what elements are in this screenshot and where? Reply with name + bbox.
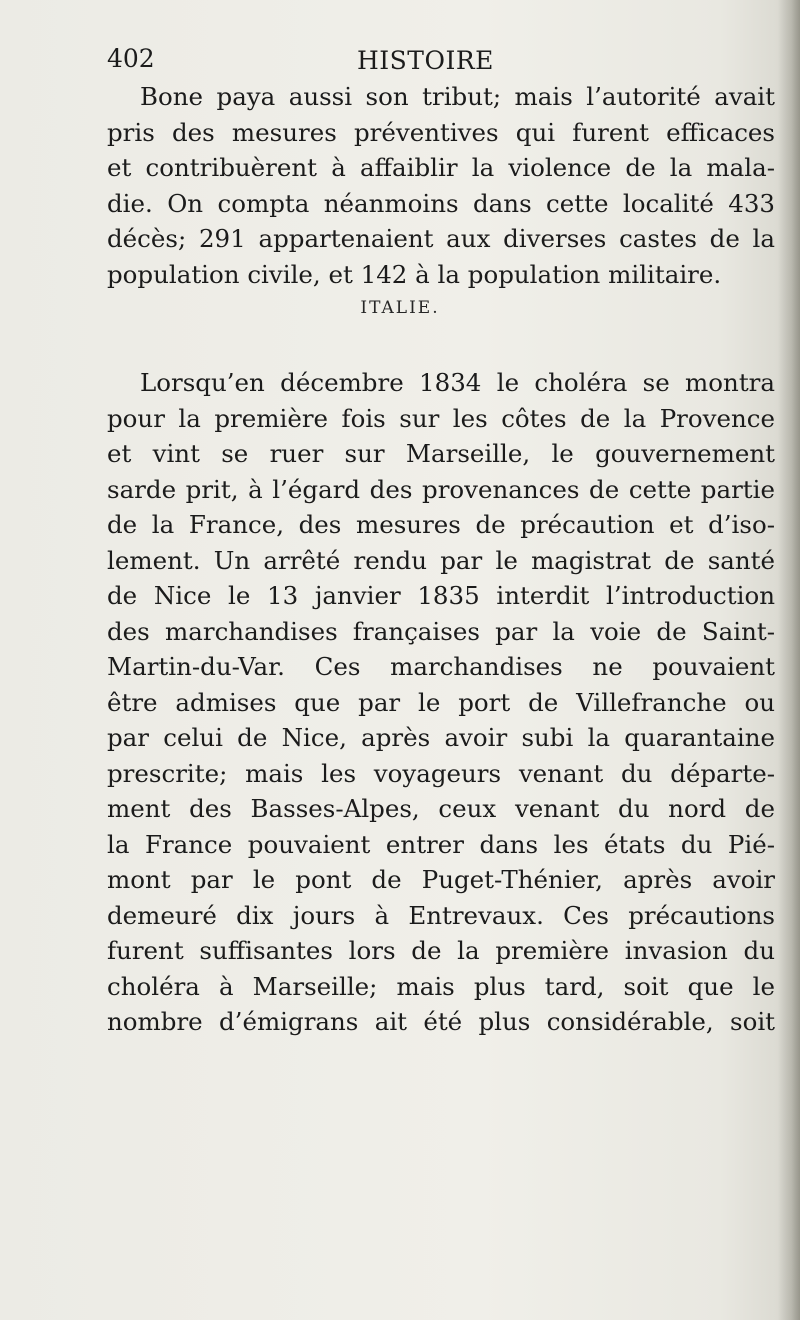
text-line: mont par le pont de Puget-Thénier, après avoir (107, 865, 775, 894)
paragraph-italie (107, 365, 775, 1040)
text-line: la France pouvaient entrer dans les états du Pié- (107, 829, 775, 859)
text-line: et vint se ruer sur Marseille, le gouvernement (107, 439, 775, 468)
paragraph-bone (107, 79, 775, 292)
text-line: être admises que par le port de Villefranche ou (107, 687, 775, 717)
text-line: choléra à Marseille; mais plus tard, soit que le (107, 971, 775, 1001)
text-line: prescrite; mais les voyageurs venant du départe- (107, 758, 775, 788)
text-line: die. On compta néanmoins dans cette localité 433 (107, 188, 775, 218)
text-line: pris des mesures préventives qui furent efficaces (107, 117, 775, 147)
text-line: demeuré dix jours à Entrevaux. Ces précautions (107, 900, 775, 930)
text-line: de la France, des mesures de précaution et d’iso- (107, 510, 775, 539)
text-line: pour la première fois sur les côtes de la Provence (107, 403, 775, 433)
page-header (107, 40, 777, 80)
section-heading-italie: ITALIE. (360, 298, 440, 318)
text-line: par celui de Nice, après avoir subi la quarantaine (107, 723, 775, 752)
running-head: HISTOIRE (357, 46, 494, 75)
text-line: décès; 291 appartenaient aux diverses castes de la (107, 224, 775, 253)
page-edge-shadow (778, 0, 800, 1320)
text-line: des marchandises françaises par la voie de Saint- (107, 616, 775, 646)
text-line: sarde prit, à l’égard des provenances de cette partie (107, 474, 775, 504)
text-line: Martin-du-Var. Ces marchandises ne pouvaient (107, 652, 775, 681)
text-line: Bone paya aussi son tribut; mais l’autorité avait (140, 82, 775, 111)
text-line: furent suffisantes lors de la première invasion du (107, 936, 775, 965)
page-number: 402 (107, 44, 155, 73)
text-line: Lorsqu’en décembre 1834 le choléra se montra (140, 368, 775, 397)
text-line: lement. Un arrêté rendu par le magistrat de santé (107, 545, 775, 575)
text-line: de Nice le 13 janvier 1835 interdit l’introduction (107, 581, 775, 610)
text-line: et contribuèrent à affaiblir la violence de la mala- (107, 153, 775, 182)
text-line: population civile, et 142 à la population militaire. (107, 259, 722, 289)
text-line: ment des Basses-Alpes, ceux venant du nord de (107, 794, 775, 823)
text-line: nombre d’émigrans ait été plus considérable, soit (107, 1007, 775, 1036)
